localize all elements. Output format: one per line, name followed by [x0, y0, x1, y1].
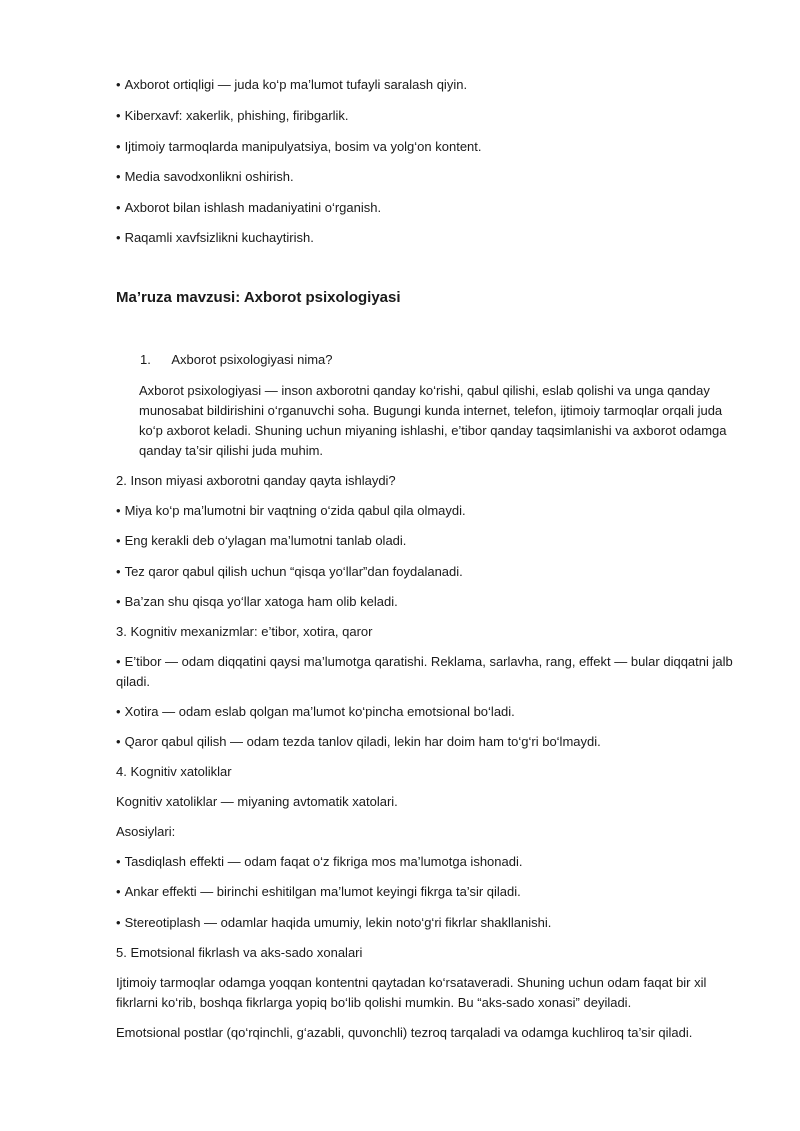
section5-paragraph-1: Ijtimoiy tarmoqlar odamga yoqqan kontentni qaytadan ko‘rsataveradi. Shuning uchun odam faqat bir xil fikrlarni ko‘rib, boshqa fikrlarga yopiq bo‘lib qolishi mumkin. Bu “aks-sado xonasi” deyiladi. [116, 975, 707, 1010]
list-item: • Ijtimoiy tarmoqlarda manipulyatsiya, bosim va yolg‘on kontent. [116, 137, 746, 157]
list-item: • Miya ko‘p ma’lumotni bir vaqtning o‘zida qabul qila olmaydi. [116, 501, 746, 521]
section1-paragraph: Axborot psixologiyasi — inson axborotni qanday ko‘rishi, qabul qilishi, eslab qolishi va unga qanday munosabat bildirishini o‘rganuvchi soha. Bugungi kunda internet, telefon, ijtimoiy tarmoqlar orqali juda ko‘p axborot keladi. Shuning uchun miyaning ishlashi, e’tibor qanday taqsimlanishi va axborot odamga qanday ta’sir qilishi juda muhim. [139, 383, 727, 458]
list-item: • Media savodxonlikni oshirish. [116, 167, 746, 187]
list-item: • Raqamli xavfsizlikni kuchaytirish. [116, 228, 746, 248]
section5-heading: 5. Emotsional fikrlash va aks-sado xonalari [116, 945, 363, 960]
section4-intro: Kognitiv xatoliklar — miyaning avtomatik xatolari. [116, 794, 398, 809]
list-item: • Tasdiqlash effekti — odam faqat o‘z fikriga mos ma’lumotga ishonadi. [116, 852, 746, 872]
list-item: • Qaror qabul qilish — odam tezda tanlov qiladi, lekin har doim ham to‘g‘ri bo‘lmaydi. [116, 732, 746, 752]
section1-heading [140, 350, 740, 370]
list-item: • Axborot ortiqligi — juda ko‘p ma’lumot tufayli saralash qiyin. [116, 75, 746, 95]
section4-heading: 4. Kognitiv xatoliklar [116, 764, 232, 779]
list-item: • Axborot bilan ishlash madaniyatini o‘rganish. [116, 198, 746, 218]
list-item: • Stereotiplash — odamlar haqida umumiy, lekin noto‘g‘ri fikrlar shakllanishi. [116, 913, 746, 933]
list-item: • Eng kerakli deb o‘ylagan ma’lumotni tanlab oladi. [116, 531, 746, 551]
list-item: • Kiberxavf: xakerlik, phishing, firibgarlik. [116, 106, 746, 126]
section1-number: 1. [140, 352, 151, 367]
list-item: • Xotira — odam eslab qolgan ma’lumot ko‘pincha emotsional bo‘ladi. [116, 702, 746, 722]
list-item: • E’tibor — odam diqqatini qaysi ma’lumotga qaratishi. Reklama, sarlavha, rang, effekt — bular diqqatni jalb qiladi. [116, 652, 746, 692]
list-item: • Ba’zan shu qisqa yo‘llar xatoga ham olib keladi. [116, 592, 746, 612]
section4-sub-intro: Asosiylari: [116, 824, 176, 839]
list-item: • Tez qaror qabul qilish uchun “qisqa yo‘llar”dan foydalanadi. [116, 562, 746, 582]
lecture-title: Ma’ruza mavzusi: Axborot psixologiyasi [116, 289, 401, 306]
section1-heading-text: Axborot psixologiyasi nima? [171, 352, 333, 367]
section5-paragraph-2: Emotsional postlar (qo‘rqinchli, g‘azabli, quvonchli) tezroq tarqaladi va odamga kuchliroq ta’sir qiladi. [116, 1025, 693, 1040]
list-item: • Ankar effekti — birinchi eshitilgan ma’lumot keyingi fikrga ta’sir qiladi. [116, 882, 746, 902]
section2-heading: 2. Inson miyasi axborotni qanday qayta ishlaydi? [116, 473, 396, 488]
section3-heading: 3. Kognitiv mexanizmlar: e’tibor, xotira, qaror [116, 624, 373, 639]
